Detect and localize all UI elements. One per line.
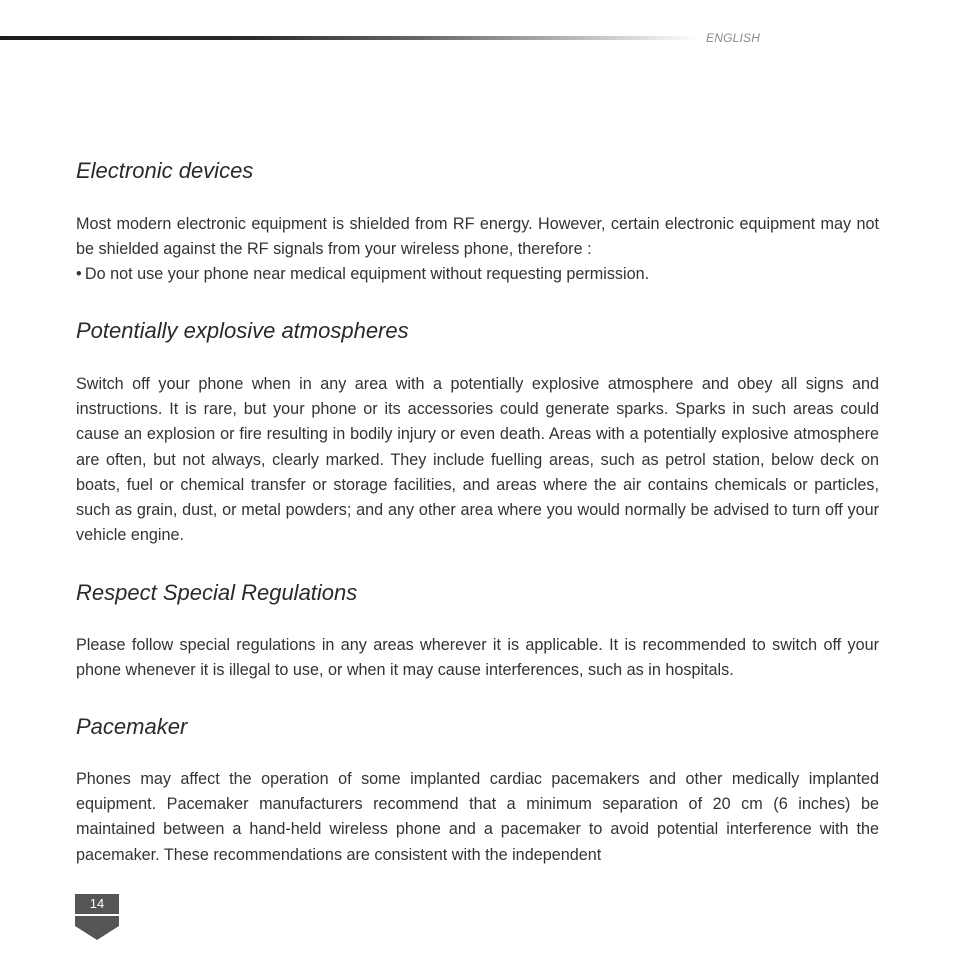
bullet-item: • Do not use your phone near medical equipment without requesting permission. <box>76 265 650 284</box>
heading-special-regulations: Respect Special Regulations <box>76 580 358 605</box>
paragraph-text: Most modern electronic equipment is shielded from RF energy. However, certain electronic equipment may not be shielded against the RF signals from your wireless phone, therefore : <box>76 215 879 259</box>
paragraph-special-regulations: Please follow special regulations in any areas wherever it is applicable. It is recommended to switch off your phone whenever it is illegal to use, or when it may cause interferences, such as in hospitals. <box>76 636 879 680</box>
paragraph-electronic-devices <box>76 212 879 288</box>
heading-electronic-devices: Electronic devices <box>76 158 254 183</box>
language-label: ENGLISH <box>706 31 761 45</box>
page-number-tab <box>75 894 119 940</box>
chevron-down-icon <box>75 916 119 940</box>
page-number: 14 <box>75 894 119 914</box>
paragraph-pacemaker: Phones may affect the operation of some implanted cardiac pacemakers and other medically implanted equipment. Pacemaker manufacturers recommend that a minimum separation of 20 cm (6 inches) be maintained between a hand-held wireless phone and a pacemaker to avoid potential interference with the pacemaker. These recommendations are consistent with the independent <box>76 770 879 864</box>
heading-pacemaker: Pacemaker <box>76 714 188 739</box>
header-rule <box>0 36 700 40</box>
paragraph-explosive-atmospheres: Switch off your phone when in any area with a potentially explosive atmosphere and obey all signs and instructions. It is rare, but your phone or its accessories could generate sparks. Sparks in such areas could cause an explosion or fire resulting in bodily injury or even death. Areas with a potentially explosive atmosphere are often, but not always, clearly marked. They include fuelling areas, such as petrol station, below deck on boats, fuel or chemical transfer or storage facilities, and areas where the air contains chemicals or particles, such as grain, dust, or metal powders; and any other area where you would normally be advised to turn off your vehicle engine. <box>76 375 879 545</box>
heading-explosive-atmospheres: Potentially explosive atmospheres <box>76 318 409 343</box>
